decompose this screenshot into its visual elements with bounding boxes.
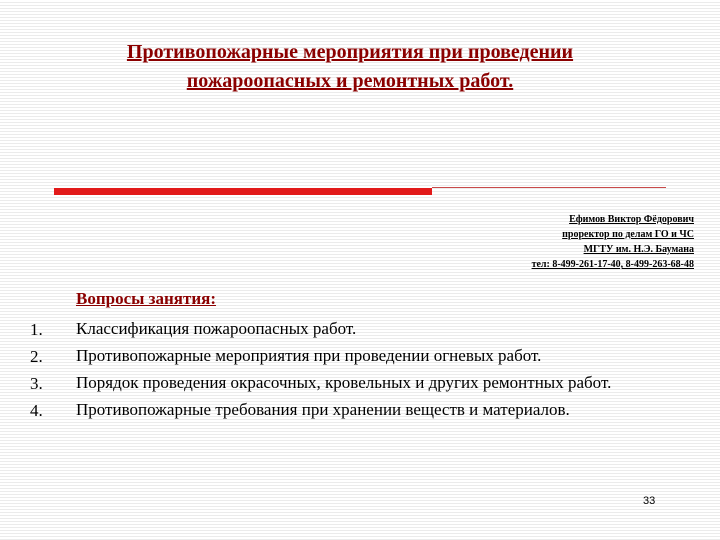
list-item-number: 2. (30, 347, 43, 366)
author-position: проректор по делам ГО и ЧС (562, 229, 694, 240)
list-item (30, 397, 670, 424)
list-item-number: 1. (30, 320, 43, 339)
author-block (374, 212, 694, 272)
slide-title-line-1: Противопожарные мероприятия при проведении (126, 41, 574, 63)
author-name: Ефимов Виктор Фёдорович (569, 214, 694, 225)
questions-list (30, 316, 670, 424)
list-item (30, 370, 670, 397)
section-heading: Вопросы занятия: (76, 289, 216, 308)
list-item-number: 4. (30, 401, 43, 420)
list-item-number: 3. (30, 374, 43, 393)
accent-bar (54, 188, 432, 195)
accent-divider-line (432, 187, 666, 188)
list-item-text: Классификация пожароопасных работ. (76, 319, 357, 338)
page-number: 33 (643, 495, 656, 507)
list-item (30, 343, 670, 370)
author-organization: МГТУ им. Н.Э. Баумана (583, 244, 694, 255)
list-item-text: Противопожарные требования при хранении веществ и материалов. (76, 400, 570, 419)
author-phone: тел: 8-499-261-17-40, 8-499-263-68-48 (531, 259, 694, 270)
list-item (30, 316, 670, 343)
slide-title-line-2: пожароопасных и ремонтных работ. (186, 70, 514, 92)
list-item-text: Противопожарные мероприятия при проведении огневых работ. (76, 346, 542, 365)
list-item-text: Порядок проведения окрасочных, кровельных и других ремонтных работ. (76, 373, 612, 392)
slide-title (40, 38, 660, 96)
